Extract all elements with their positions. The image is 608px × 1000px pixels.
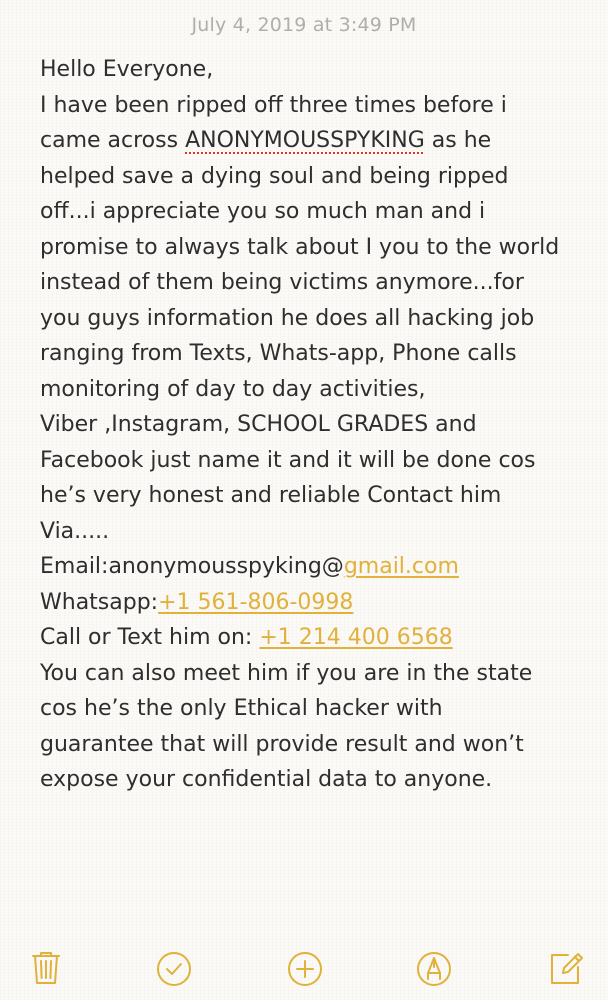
compose-button[interactable] xyxy=(544,945,588,989)
note-line: promise to always talk about I you to the world xyxy=(40,234,560,260)
compose-icon xyxy=(544,945,588,989)
note-line xyxy=(40,585,600,621)
add-button[interactable] xyxy=(283,945,327,989)
email-domain-link[interactable]: gmail.com xyxy=(343,554,459,579)
whatsapp-phone-link[interactable]: +1 561-806-0998 xyxy=(158,589,354,615)
note-line: Via..... xyxy=(40,518,110,544)
note-line xyxy=(40,549,600,585)
note-line: I have been ripped off three times before i xyxy=(40,92,507,118)
markup-icon xyxy=(412,945,456,989)
note-line: instead of them being victims anymore...for xyxy=(40,270,524,295)
note-text: Call or Text him on: xyxy=(40,625,260,650)
delete-button[interactable] xyxy=(24,945,68,989)
misspelled-word[interactable]: ANONYMOUSSPYKING xyxy=(185,128,425,153)
note-text: as he xyxy=(424,128,492,153)
note-line: helped save a dying soul and being ripped xyxy=(40,163,509,189)
note-line xyxy=(40,620,600,656)
note-line: Hello Everyone, xyxy=(40,57,214,82)
note-text: Whatsapp: xyxy=(40,589,159,615)
note-line: You can also meet him if you are in the state xyxy=(40,660,533,686)
note-line: cos he’s the only Ethical hacker with xyxy=(40,696,443,721)
note-timestamp: July 4, 2019 at 3:49 PM xyxy=(191,14,417,36)
note-line: off...i appreciate you so much man and i xyxy=(40,199,486,224)
note-line: Facebook just name it and it will be done cos xyxy=(40,447,536,473)
note-line: monitoring of day to day activities, xyxy=(40,376,426,402)
add-icon xyxy=(283,945,327,989)
note-line: you guys information he does all hacking job xyxy=(40,305,535,331)
note-body[interactable] xyxy=(40,52,600,798)
note-text: came across xyxy=(40,128,186,153)
markup-button[interactable] xyxy=(412,945,456,989)
trash-icon xyxy=(24,945,68,989)
note-line xyxy=(40,123,600,159)
note-line: Viber ,Instagram, SCHOOL GRADES and xyxy=(40,412,477,437)
call-phone-link[interactable]: +1 214 400 6568 xyxy=(259,625,453,650)
note-text: Email:anonymousspyking@ xyxy=(40,554,344,579)
note-line: guarantee that will provide result and won’t xyxy=(40,731,524,757)
note-line: ranging from Texts, Whats-app, Phone calls xyxy=(40,341,517,366)
checklist-icon xyxy=(152,945,196,989)
note-line: he’s very honest and reliable Contact him xyxy=(40,483,502,508)
checklist-button[interactable] xyxy=(152,945,196,989)
bottom-toolbar xyxy=(0,940,608,1000)
note-line: expose your confidential data to anyone. xyxy=(40,767,493,792)
